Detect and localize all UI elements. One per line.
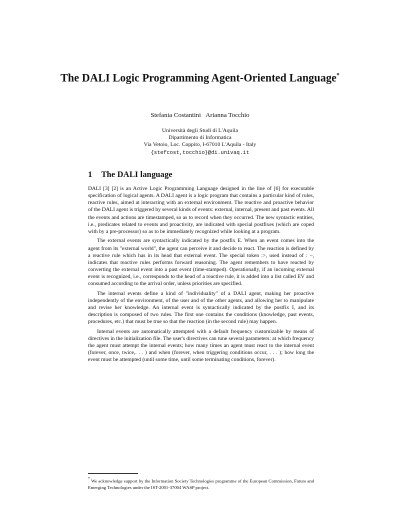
paper-title-text: The DALI Logic Programming Agent-Oriented Language	[60, 72, 337, 85]
footnote-mark: *	[88, 477, 90, 481]
footnote-text: We acknowledge support by the Information Society Technologies programme of the European Commission, Future and Emerging Technologies under the IST-2001-37004 WASP project.	[88, 478, 314, 490]
paper-authors: Stefania Costantini Arianna Tocchio	[150, 112, 250, 119]
section-body	[88, 186, 314, 367]
paragraph-3: The internal events define a kind of "individuality" of a DALI agent, making her proactive independently of the environment, of the user and of the other agents, and allowing her to manipulate and revise her knowledge. An internal event is syntactically indicated by the postfix I, and its description is composed of two rules. The first one contains the conditions (knowledge, past events, procedures, etc.) that must be true so that the reaction (in the second rule) may happen.	[88, 290, 314, 326]
author-email: {stefcost,tocchio}@di.univaq.it	[150, 149, 250, 156]
section-heading	[88, 170, 172, 179]
section-title: The DALI language	[101, 170, 173, 179]
affiliation-university: Università degli Studi di L'Aquila	[162, 128, 238, 134]
title-footnote-mark: *	[336, 73, 340, 79]
paper-title	[60, 70, 340, 86]
affiliation-address: Via Vetoio, Loc. Coppito, I-67010 L'Aquila - Italy	[143, 142, 257, 149]
paragraph-4: Internal events are automatically attempted with a default frequency customizable by means of directives in the initialization file. The user's directives can tune several parameters: at which frequency the agent must attempt the internal events; how many times an agent must react to the internal event (forever, once, twice,. . . ) and when (forever, when triggering conditions occur, . . . ); how long the event must be attempted (until some time, until some terminating conditions, forever).	[88, 328, 314, 364]
affiliation-block	[60, 128, 340, 157]
footnote	[88, 476, 314, 491]
paragraph-2: The external events are syntactically indicated by the postfix E. When an event comes into the agent from its "external world", the agent can perceive it and decide to react. The reaction is defined by a reactive rule which has in its head that external event. The special token :>, used instead of : −, indicates that reactive rules performs forward reasoning. The agent remembers to have reacted by converting the external event into a past event (time-stamped). Operationally, if an incoming external event is recognized, i.e., corresponds to the head of a reactive rule, it is added into a list called EV and consumed according to the arrival order, unless priorities are specified.	[88, 238, 314, 288]
footnote-rule	[88, 473, 138, 474]
paragraph-1: DALI [3] [2] is an Active Logic Programming Language designed in the line of [6] for executable specification of logical agents. A DALI agent is a logic program that contains a particular kind of rules, reactive rules, aimed at interacting with an external environment. The reactive and proactive behavior of the DALI agent is triggered by several kinds of events: external, internal, present and past events. All the events and actions are timestamped, so as to record when they occurred. The new syntactic entities, i.e., predicates related to events and proactivity, are indicated with special postfixes (which are coped with by a pre-processor) so as to be immediately recognized while looking at a program.	[88, 186, 314, 235]
affiliation-department: Dipartimento di Informatica	[168, 135, 232, 142]
section-number: 1	[88, 170, 93, 179]
